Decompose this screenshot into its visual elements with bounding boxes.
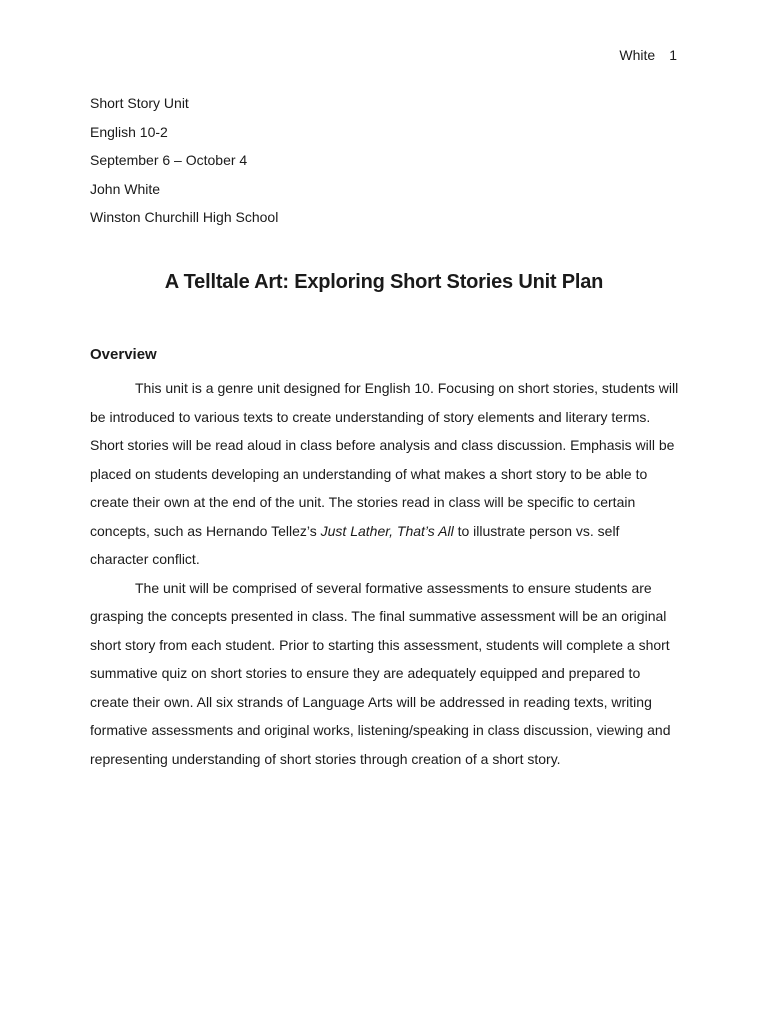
running-header [619,46,677,64]
teacher-name: John White [90,180,161,197]
header-author-surname: White [619,47,656,63]
document-heading-block [90,93,278,236]
paragraph-1-text-start: This unit is a genre unit designed for English 10. Focusing on short stories, students will be introduced to various texts to create understanding of story elements and literary terms. Short stories will be read aloud in class before analysis and class discussion. Emphasis will be placed on students developing an understanding of what makes a short story to be able to create their own at the end of the unit. The stories read in class will be specific to certain concepts, such as Hernando Tellez’s [90,380,679,539]
overview-paragraph-1 [90,374,680,574]
paragraph-1-text-end: to illustrate person vs. self character conflict. [90,522,620,567]
overview-heading: Overview [90,346,157,363]
unit-dates: September 6 – October 4 [90,152,248,168]
unit-name: Short Story Unit [90,95,189,111]
course-name: English 10-2 [90,123,168,140]
story-title-italic: Just Lather, That’s All [320,522,454,539]
document-title: A Telltale Art: Exploring Short Stories Unit Plan [164,271,604,293]
page-number: 1 [669,47,677,63]
overview-body [90,374,680,773]
overview-paragraph-2: The unit will be comprised of several formative assessments to ensure students are grasping the concepts presented in class. The final summative assessment will be an original short story from each student. Prior to starting this assessment, students will complete a short summative quiz on short stories to ensure they are adequately equipped and prepared to create their own. All six strands of Language Arts will be addressed in reading texts, writing formative assessments and original works, listening/speaking in class discussion, viewing and representing understanding of short stories through creation of a short story. [90,579,671,767]
school-name: Winston Churchill High School [90,209,279,225]
